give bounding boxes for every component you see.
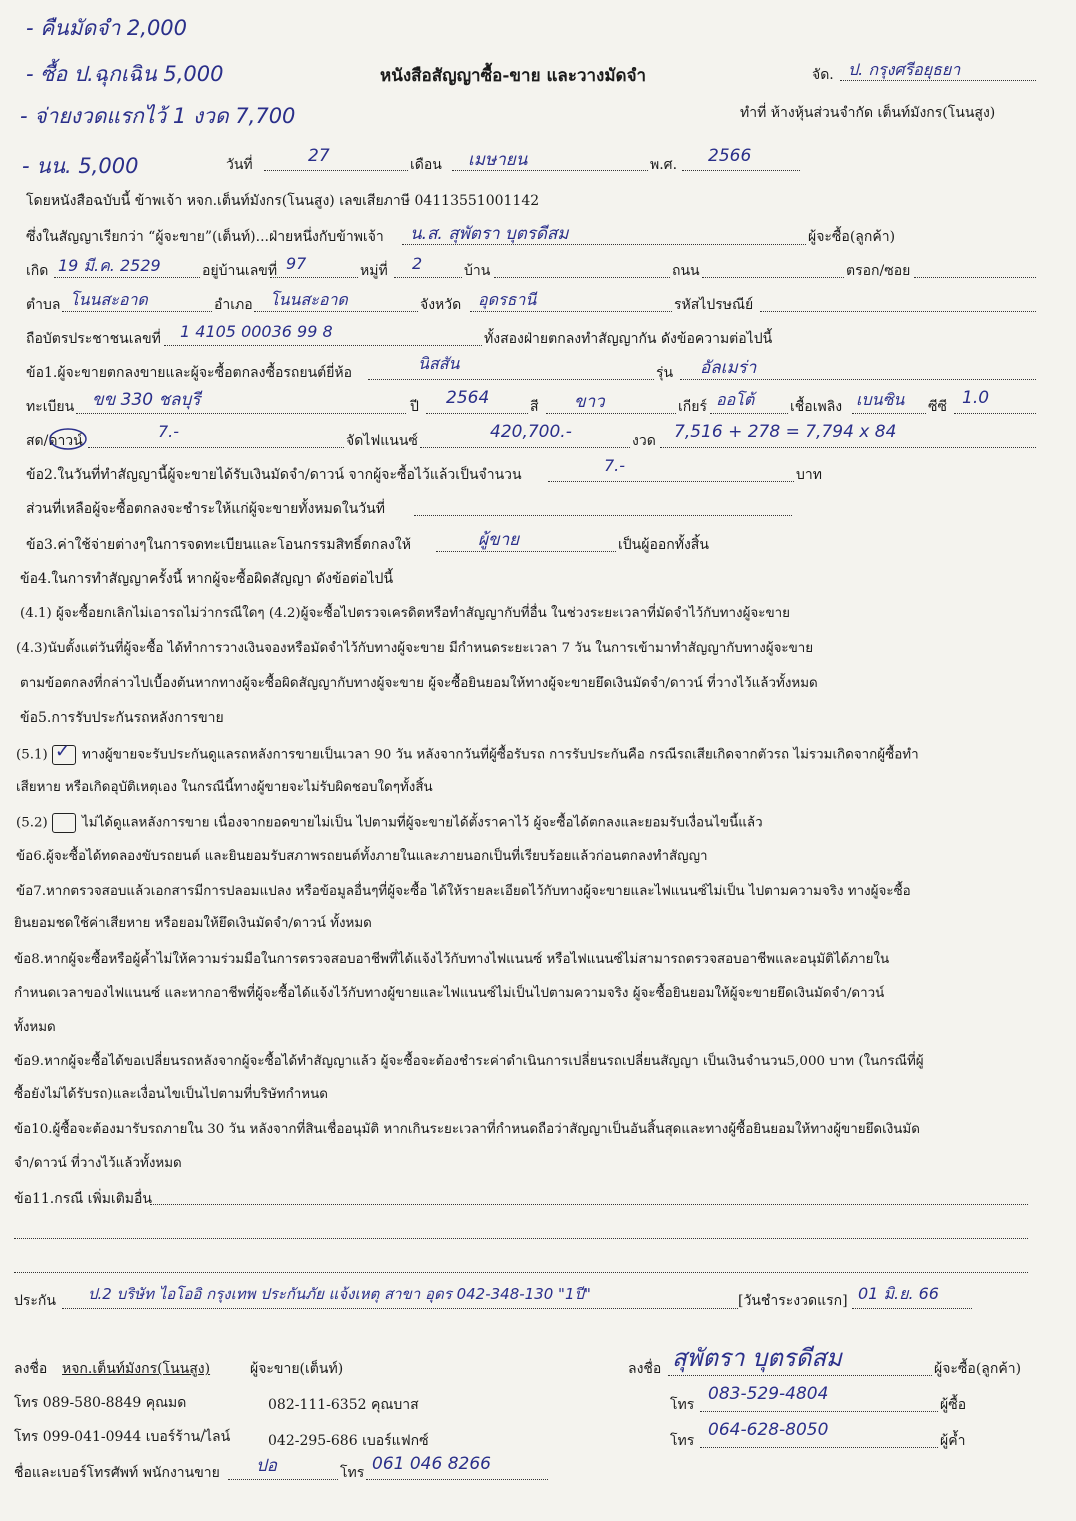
- cc-label: ซีซี: [928, 399, 948, 415]
- cc-value: 1.0: [962, 388, 990, 408]
- reg-value: ขข 330 ชลบุรี: [92, 390, 201, 410]
- province-value-buyer: อุดรธานี: [478, 290, 537, 309]
- seller-role: ผู้จะขาย(เต็นท์): [250, 1361, 344, 1377]
- fuel-value: เบนซิน: [856, 390, 905, 409]
- clause2-value: 7.-: [604, 456, 626, 475]
- village-label: บ้าน: [464, 263, 491, 279]
- year-label-car: ปี: [410, 399, 419, 415]
- installment-label: งวด: [632, 433, 656, 449]
- checkbox-5-2[interactable]: [52, 813, 76, 833]
- installment-value: 7,516 + 278 = 7,794 x 84: [674, 422, 897, 442]
- note-line-3: - จ่ายงวดแรกไว้ 1 งวด 7,700: [20, 104, 296, 128]
- guarantor-tel-value: 064-628-8050: [708, 1420, 829, 1440]
- province-value: ป. กรุงศรีอยุธยา: [848, 60, 961, 79]
- postal-label: รหัสไปรษณีย์: [674, 297, 754, 313]
- note-line-1: - คืนมัดจำ 2,000: [26, 16, 188, 40]
- id-value: 1 4105 00036 99 8: [180, 322, 333, 341]
- amphoe-label: อำเภอ: [214, 297, 253, 313]
- gear-label: เกียร์: [678, 399, 707, 415]
- house-value: 97: [286, 254, 307, 273]
- buyer-role: ผู้จะซื้อ(ลูกค้า): [934, 1361, 1022, 1377]
- clause7-a: ข้อ7.หากตรวจสอบแล้วเอกสารมีการปลอมแปลง หรือข้อมูลอื่นๆที่ผู้จะซื้อ ได้ให้รายละเอียดไว้กับทางผู้จะขายและไฟแนนซ์ไม่เป็น ไปตามความจริง ทางผู้จะซื้อ: [16, 884, 911, 899]
- clause5-1-label: (5.1): [16, 747, 48, 763]
- gear-value: ออโต้: [716, 390, 755, 409]
- clause1-label: ข้อ1.ผู้จะขายตกลงขายและผู้จะซื้อตกลงซื้อรถยนต์ยี่ห้อ: [26, 365, 353, 381]
- clause5-2-label: (5.2): [16, 815, 48, 831]
- amphoe-value: โนนสะอาด: [270, 290, 348, 309]
- note-line-4: - นน. 5,000: [22, 154, 139, 178]
- model-label: รุ่น: [656, 365, 674, 381]
- model-value: อัลเมร่า: [700, 358, 757, 378]
- down-value: 7.-: [158, 422, 180, 441]
- moo-label: หมู่ที่: [360, 263, 388, 279]
- clause2-b: ส่วนที่เหลือผู้จะซื้อตกลงจะชำระให้แก่ผู้จะขายทั้งหมดในวันที่: [26, 501, 385, 517]
- finance-label: จัดไฟแนนซ์: [346, 433, 418, 449]
- province-label-buyer: จังหวัด: [420, 297, 462, 313]
- tambon-label: ตำบล: [26, 297, 61, 313]
- clause3-b: เป็นผู้ออกทั้งสิ้น: [618, 537, 709, 553]
- month-label: เดือน: [410, 157, 442, 173]
- clause5: ข้อ5.การรับประกันรถหลังการขาย: [20, 710, 224, 726]
- phone-2: 082-111-6352 คุณบาส: [268, 1397, 419, 1413]
- color-value: ขาว: [574, 392, 605, 412]
- buyer-tel-value: 083-529-4804: [708, 1384, 829, 1404]
- salesperson-name: ปอ: [256, 1456, 278, 1476]
- clause5-1: [16, 741, 919, 765]
- checkbox-5-1[interactable]: [52, 741, 76, 765]
- buyer-tel-label: โทร: [670, 1397, 695, 1413]
- clause2-a: ข้อ2.ในวันที่ทำสัญญานี้ผู้จะขายได้รับเงินมัดจำ/ดาวน์ จากผู้จะซื้อไว้แล้วเป็นจำนวน: [26, 467, 522, 483]
- brand-value: นิสสัน: [418, 354, 460, 373]
- intro-line-2b: ผู้จะซื้อ(ลูกค้า): [808, 229, 896, 245]
- id-suffix: ทั้งสองฝ่ายตกลงทำสัญญากัน ดังข้อความต่อไปนี้: [484, 331, 773, 347]
- year-value-car: 2564: [446, 388, 490, 408]
- seller-sign-label: ลงชื่อ: [14, 1361, 48, 1377]
- clause4: ข้อ4.ในการทำสัญญาครั้งนี้ หากผู้จะซื้อผิดสัญญา ดังข้อต่อไปนี้: [20, 571, 394, 587]
- day-label: วันที่: [226, 157, 253, 173]
- intro-line-2a: ซึ่งในสัญญาเรียกว่า “ผู้จะขาย”(เต็นท์)...ฝ่ายหนึ่งกับข้าพเจ้า: [26, 229, 384, 245]
- soi-label: ตรอก/ซอย: [846, 263, 911, 279]
- clause4-3: (4.3)นับตั้งแต่วันที่ผู้จะซื้อ ได้ทำการวางเงินจองหรือมัดจำไว้กับทางผู้จะขาย มีกำหนดระยะเวลา 7 วัน ในการเข้ามาทำสัญญากับทางผู้จะขาย: [16, 641, 814, 656]
- year-value: 2566: [708, 146, 752, 166]
- first-pay-value: 01 มิ.ย. 66: [858, 1284, 939, 1303]
- clause9-b: ซื้อยังไม่ได้รับรถ)และเงื่อนไขเป็นไปตามที่บริษัทกำหนด: [14, 1087, 328, 1102]
- house-label: อยู่บ้านเลขที่: [202, 263, 278, 279]
- phone-1: โทร 089-580-8849 คุณมด: [14, 1395, 187, 1411]
- moo-value: 2: [412, 254, 423, 273]
- clause10-b: จำ/ดาวน์ ที่วางไว้แล้วทั้งหมด: [14, 1156, 182, 1171]
- salesperson-tel: 061 046 8266: [372, 1454, 491, 1474]
- guarantor-tel-role: ผู้ค้ำ: [940, 1433, 966, 1449]
- clause8-a: ข้อ8.หากผู้จะซื้อหรือผู้ค้ำไม่ให้ความร่วมมือในการตรวจสอบอาชีพที่ได้แจ้งไว้กับทางไฟแนนซ์ หรือไฟแนนซ์ไม่สามารถตรวจสอบอาชีพและอนุมัติได้ภายใน: [14, 952, 890, 967]
- finance-value: 420,700.-: [490, 422, 572, 442]
- down-circle-mark: [48, 426, 88, 452]
- clause3-value: ผู้ขาย: [478, 530, 520, 550]
- down-label: สด/ดาวน์: [26, 433, 83, 449]
- check-icon: ✓: [55, 741, 71, 762]
- month-value: เมษายน: [468, 150, 528, 170]
- insurance-value: ป.2 บริษัท ไอโออิ กรุงเทพ ประกันภัย แจ้งเหตุ สาขา อุดร 042-348-130 "1ปี": [88, 1285, 591, 1303]
- clause7-b: ยินยอมชดใช้ค่าเสียหาย หรือยอมให้ยึดเงินมัดจำ/ดาวน์ ทั้งหมด: [14, 916, 372, 931]
- intro-line-1: โดยหนังสือฉบับนี้ ข้าพเจ้า หจก.เต็นท์มังกร(โนนสูง) เลขเสียภาษี 04113551001142: [26, 193, 540, 209]
- document-title: หนังสือสัญญาซื้อ-ขาย และวางมัดจำ: [380, 66, 647, 86]
- guarantor-tel-label: โทร: [670, 1433, 695, 1449]
- province-label: จัด.: [812, 67, 834, 83]
- clause5-2: [16, 813, 763, 833]
- color-label: สี: [530, 399, 539, 415]
- clause3-a: ข้อ3.ค่าใช้จ่ายต่างๆในการจดทะเบียนและโอนกรรมสิทธิ์ตกลงให้: [26, 537, 411, 553]
- tambon-value: โนนสะอาด: [70, 290, 148, 309]
- clause2-unit: บาท: [796, 467, 822, 483]
- clause8-b: กำหนดเวลาของไฟแนนซ์ และหากอาชีพที่ผู้จะซื้อได้แจ้งไว้กับทางผู้ขายและไฟแนนซ์ไม่เป็นไปตามความจริง ผู้จะซื้อยินยอมให้ผู้จะขายยึดเงินมัดจำ/ดาวน์: [14, 986, 885, 1001]
- note-line-2: - ซื้อ ป.ฉุกเฉิน 5,000: [26, 62, 224, 86]
- clause5-1-text: ทางผู้ขายจะรับประกันดูแลรถหลังการขายเป็นเวลา 90 วัน หลังจากวันที่ผู้ซื้อรับรถ การรับประกันคือ กรณีรถเสียเกิดจากตัวรถ ไม่รวมเกิดจากผู้ซื้อทำ: [82, 747, 919, 763]
- clause8-c: ทั้งหมด: [14, 1020, 56, 1035]
- clause9-a: ข้อ9.หากผู้จะซื้อได้ขอเปลี่ยนรถหลังจากผู้จะซื้อได้ทำสัญญาแล้ว ผู้จะซื้อจะต้องชำระค่าดำเนินการเปลี่ยนรถเปลี่ยนสัญญา เป็นเงินจำนวน5,000 บาท (ในกรณีที่ผู้: [14, 1054, 924, 1069]
- born-value: 19 มี.ค. 2529: [58, 256, 161, 275]
- made-at: ทำที่ ห้างหุ้นส่วนจำกัด เต็นท์มังกร(โนนสูง): [740, 105, 996, 121]
- buyer-sign-label: ลงชื่อ: [628, 1361, 662, 1377]
- year-label: พ.ศ.: [650, 157, 678, 173]
- clause5-2-text: ไม่ได้ดูแลหลังการขาย เนื่องจากยอดขายไม่เป็น ไปตามที่ผู้จะขายได้ตั้งราคาไว้ ผู้จะซื้อได้ตกลงและยอมรับเงื่อนไขนี้แล้ว: [82, 815, 763, 831]
- road-label: ถนน: [672, 263, 700, 279]
- clause10-a: ข้อ10.ผู้ซื้อจะต้องมารับรถภายใน 30 วัน หลังจากที่สินเชื่ออนุมัติ หากเกินระยะเวลาที่กำหนดถือว่าสัญญาเป็นอันสิ้นสุดและทางผู้ซื้อยินยอมให้ทางผู้ขายยึดเงินมัด: [14, 1122, 920, 1137]
- salesperson-tel-label: โทร: [340, 1465, 365, 1481]
- phone-3: โทร 099-041-0944 เบอร์ร้าน/ไลน์: [14, 1429, 231, 1445]
- id-label: ถือบัตรประชาชนเลขที่: [26, 331, 161, 347]
- reg-label: ทะเบียน: [26, 399, 75, 415]
- clause5-1-cont: เสียหาย หรือเกิดอุบัติเหตุเอง ในกรณีนี้ทางผู้ขายจะไม่รับผิดชอบใดๆทั้งสิ้น: [16, 780, 433, 795]
- day-value: 27: [308, 146, 330, 166]
- salesperson-label: ชื่อและเบอร์โทรศัพท์ พนักงานขาย: [14, 1465, 220, 1481]
- insurance-label: ประกัน: [14, 1293, 56, 1309]
- first-pay-label: [วันชำระงวดแรก]: [738, 1293, 848, 1309]
- fuel-label: เชื้อเพลิง: [790, 399, 843, 415]
- born-label: เกิด: [26, 263, 49, 279]
- clause4-1: (4.1) ผู้จะซื้อยกเลิกไม่เอารถไม่ว่ากรณีใดๆ (4.2)ผู้จะซื้อไปตรวจเครดิตหรือทำสัญญากับที่อื่น ในช่วงระยะเวลาที่มัดจำไว้กับทางผู้จะขาย: [20, 606, 790, 621]
- clause11: ข้อ11.กรณี เพิ่มเติมอื่น: [14, 1191, 153, 1207]
- buyer-name: น.ส. สุพัตรา บุตรดีสม: [410, 224, 569, 244]
- seller-name: หจก.เต็นท์มังกร(โนนสูง): [62, 1361, 211, 1377]
- phone-4: 042-295-686 เบอร์แฟกซ์: [268, 1433, 429, 1449]
- clause6: ข้อ6.ผู้จะซื้อได้ทดลองขับรถยนต์ และยินยอมรับสภาพรถยนต์ทั้งภายในและภายนอกเป็นที่เรียบร้อยแล้วก่อนตกลงทำสัญญา: [16, 849, 708, 864]
- clause4-end: ตามข้อตกลงที่กล่าวไปเบื้องต้นหากทางผู้จะซื้อผิดสัญญากับทางผู้จะขาย ผู้จะซื้อยินยอมให้ทางผู้จะขายยึดเงินมัดจำ/ดาวน์ ที่วางไว้แล้วทั้งหมด: [20, 676, 818, 691]
- buyer-tel-role: ผู้ซื้อ: [940, 1397, 967, 1413]
- buyer-signature: สุพัตรา บุตรดีสม: [672, 1344, 842, 1372]
